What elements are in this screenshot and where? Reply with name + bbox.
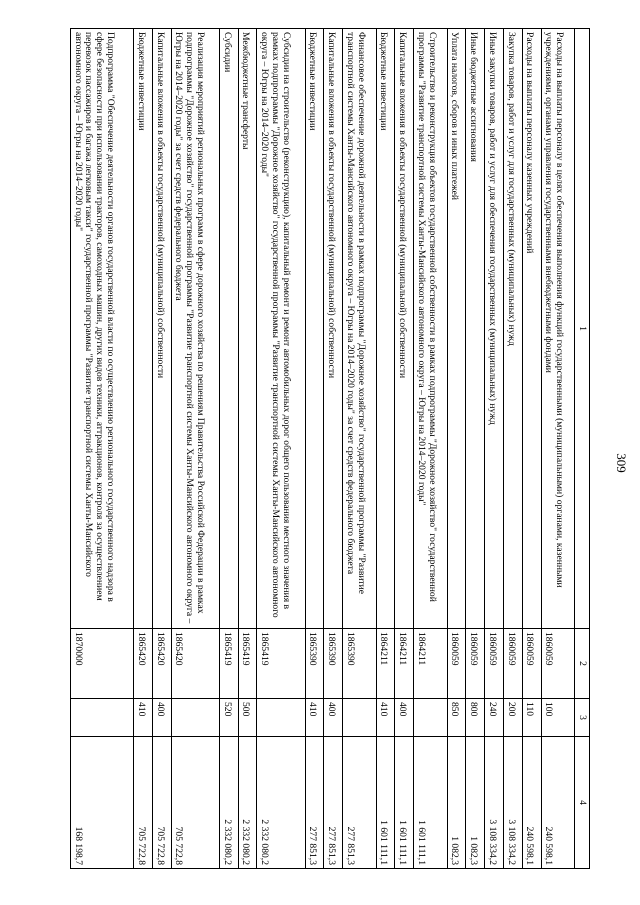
row-amount: 3 108 334,2 [503,737,522,869]
row-amount: 277 851,3 [343,737,376,869]
row-amount: 240 598,1 [522,737,541,869]
table-row [414,29,447,869]
row-name: Иные бюджетные ассигнования [466,29,485,629]
table-row [171,29,219,869]
rotated-page [70,28,590,868]
row-expense-type: 410 [134,699,153,737]
row-expense-type [343,699,376,737]
row-expense-type: 110 [522,699,541,737]
row-target-code: 1860059 [466,629,485,699]
row-target-code: 1870000 [71,629,134,699]
table-row [503,29,522,869]
row-amount: 1 082,3 [466,737,485,869]
row-name: Закупка товаров, работ и услуг для государственных (муниципальных) нужд [503,29,522,629]
row-amount: 277 851,3 [305,737,324,869]
table-row [134,29,153,869]
row-name: Межбюджетные трансферты [238,29,257,629]
table-row [376,29,395,869]
column-header: 1 [575,29,590,629]
row-amount: 705 722,8 [134,737,153,869]
row-target-code: 1860059 [447,629,466,699]
row-name: Капитальные вложения в объекты государственной (муниципальной) собственности [152,29,171,629]
row-name: Иные закупки товаров, работ и услуг для обеспечения государственных (муниципальных) нужд [485,29,504,629]
row-expense-type: 100 [541,699,574,737]
row-expense-type: 500 [238,699,257,737]
row-expense-type [414,699,447,737]
row-amount: 2 332 080,2 [219,737,238,869]
row-expense-type: 410 [376,699,395,737]
row-expense-type: 400 [395,699,414,737]
table-row [343,29,376,869]
row-target-code: 1865419 [219,629,238,699]
row-target-code: 1860059 [541,629,574,699]
row-amount: 2 332 080,2 [238,737,257,869]
row-name: Расходы на выплаты персоналу в целях обеспечения выполнения функций государственными (муниципальными) органами, казенными учреждениями, органами управления государственными внебюджетными фондами [541,29,574,629]
table-row [447,29,466,869]
row-target-code: 1860059 [485,629,504,699]
table-row [152,29,171,869]
row-amount: 168 198,7 [71,737,134,869]
row-target-code: 1864211 [395,629,414,699]
row-name: Финансовое обеспечение дорожной деятельности в рамках подпрограммы "Дорожное хозяйство" государственной программы "Развитие транспортной системы Ханты-Мансийского автономного округа – Югры на 2014–2020 годы" за счет средств федерального бюджета [343,29,376,629]
column-header: 2 [575,629,590,699]
row-amount: 1 601 111,1 [414,737,447,869]
table-row [257,29,305,869]
row-target-code: 1865390 [343,629,376,699]
row-name: Бюджетные инвестиции [305,29,324,629]
table-row [485,29,504,869]
table-row [219,29,238,869]
row-expense-type [171,699,219,737]
row-expense-type: 240 [485,699,504,737]
table-row [522,29,541,869]
row-name: Бюджетные инвестиции [376,29,395,629]
row-name: Уплата налогов, сборов и иных платежей [447,29,466,629]
row-target-code: 1865390 [305,629,324,699]
row-name: Расходы на выплаты персоналу казенных учреждений [522,29,541,629]
row-target-code: 1865420 [134,629,153,699]
row-amount: 705 722,8 [152,737,171,869]
row-expense-type: 850 [447,699,466,737]
table-row [541,29,574,869]
table-row [238,29,257,869]
row-amount: 2 332 080,2 [257,737,305,869]
row-target-code: 1865420 [171,629,219,699]
row-amount: 705 722,8 [171,737,219,869]
row-name: Подпрограмма "Обеспечение деятельности органов государственной власти по осуществлению регионального государственного надзора в сфере безопасности при использовании тракторов, самоходных машин, других видов техники, аттракционов, контроля за осуществлением перевозок пассажиров и багажа легковым такси" государственной программы "Развитие транспортной системы Ханты-Мансийского автономного округа – Югры на 2014–2020 годы" [71,29,134,629]
row-target-code: 1865419 [257,629,305,699]
column-header: 4 [575,737,590,869]
row-target-code: 1865420 [152,629,171,699]
column-header: 3 [575,699,590,737]
table-row [71,29,134,869]
row-amount: 1 082,3 [447,737,466,869]
row-expense-type: 800 [466,699,485,737]
row-name: Капитальные вложения в объекты государственной (муниципальной) собственности [395,29,414,629]
page-number: 309 [613,453,629,473]
row-expense-type: 200 [503,699,522,737]
row-expense-type: 410 [305,699,324,737]
table-row [305,29,324,869]
row-expense-type: 400 [324,699,343,737]
row-amount: 1 601 111,1 [395,737,414,869]
row-target-code: 1860059 [503,629,522,699]
row-target-code: 1864211 [414,629,447,699]
row-target-code: 1860059 [522,629,541,699]
row-name: Строительство и реконструкция объектов государственной собственности в рамках подпрограммы "Дорожное хозяйство" государственной программы "Развитие транспортной системы Ханты-Мансийского автономного округа – Югры на 2014–2020 годы" [414,29,447,629]
row-name: Капитальные вложения в объекты государственной (муниципальной) собственности [324,29,343,629]
row-name: Бюджетные инвестиции [134,29,153,629]
budget-table [70,28,590,869]
row-amount: 277 851,3 [324,737,343,869]
row-target-code: 1864211 [376,629,395,699]
row-amount: 1 601 111,1 [376,737,395,869]
table-row [395,29,414,869]
table-header-row [575,29,590,869]
table-row [466,29,485,869]
row-expense-type: 520 [219,699,238,737]
row-name: Реализация мероприятий региональных программ в сфере дорожного хозяйства по решениям Правительства Российской Федерации в рамках подпрограммы "Дорожное хозяйство" государственной программы "Развитие транспортной системы Ханты-Мансийского автономного округа – Югры на 2014–2020 годы" за счет средств федерального бюджета [171,29,219,629]
row-expense-type: 400 [152,699,171,737]
table-body [71,29,575,869]
row-target-code: 1865419 [238,629,257,699]
row-expense-type [257,699,305,737]
row-name: Субсидии на строительство (реконструкцию), капитальный ремонт и ремонт автомобильных дорог общего пользования местного значения в рамках подпрограммы "Дорожное хозяйство" государственной программы "Развитие транспортной системы Ханты-Мансийского автономного округа – Югры на 2014–2020 годы" [257,29,305,629]
row-name: Субсидии [219,29,238,629]
row-expense-type [71,699,134,737]
table-row [324,29,343,869]
row-target-code: 1865390 [324,629,343,699]
row-amount: 3 108 334,2 [485,737,504,869]
row-amount: 240 598,1 [541,737,574,869]
